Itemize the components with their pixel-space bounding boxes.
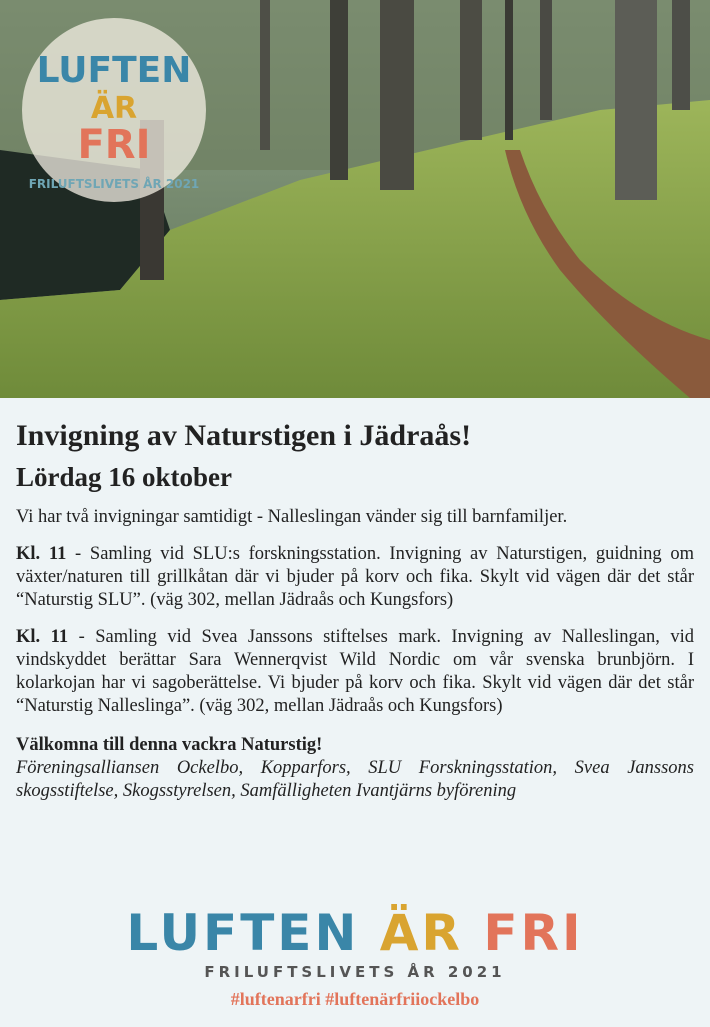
footer-subtitle: FRILUFTSLIVETS ÅR 2021 bbox=[204, 963, 506, 981]
footer bbox=[0, 905, 710, 1010]
welcome-text: Välkomna till denna vackra Naturstig! bbox=[16, 735, 323, 755]
session-slu bbox=[16, 543, 694, 612]
footer-logo-fri: FRI bbox=[483, 904, 584, 962]
footer-logo-luften: LUFTEN bbox=[126, 904, 360, 962]
session-time: Kl. 11 bbox=[16, 544, 67, 564]
session-text: - Samling vid Svea Janssons stiftelses mark. Invigning av Nalleslingan, vid vindskyddet berättar Sara Wennerqvist Wild Nordic om vår svenska brunbjörn. I kolarkojan har vi sagoberättelse. Vi bjuder på korv och fika. Skylt vid vägen där det står “Naturstig Nalleslinga”. (väg 302, mellan Jädraås och Kungsfors) bbox=[16, 627, 694, 716]
event-description bbox=[16, 410, 694, 803]
organizers-text: Föreningsalliansen Ockelbo, Kopparfors, SLU Forskningsstation, Svea Janssons skogsstiftelse, Skogsstyrelsen, Samfälligheten Ivantjärns byförening bbox=[16, 758, 694, 801]
logo-word-luften: LUFTEN bbox=[36, 50, 192, 91]
luften-ar-fri-logo bbox=[14, 10, 214, 210]
page-title: Invigning av Naturstigen i Jädraås! bbox=[16, 419, 472, 452]
logo-word-ar: ÄR bbox=[90, 91, 138, 126]
logo-word-fri: FRI bbox=[77, 122, 151, 168]
hashtags: #luftenarfri #luftenärfriiockelbo bbox=[230, 989, 480, 1009]
footer-logo-ar: ÄR bbox=[379, 904, 463, 962]
logo-ring-text: FRILUFTSLIVETS ÅR 2021 bbox=[28, 177, 200, 191]
intro-text: Vi har två invigningar samtidigt - Nalleslingan vänder sig till barnfamiljer. bbox=[16, 507, 568, 527]
session-nalleslingan bbox=[16, 626, 694, 718]
event-date: Lördag 16 oktober bbox=[16, 462, 232, 492]
session-time: Kl. 11 bbox=[16, 627, 69, 647]
session-text: - Samling vid SLU:s forskningsstation. Invigning av Naturstigen, guidning om växter/naturen till grillkåtan där vi bjuder på korv och fika. Skylt vid vägen där det står “Naturstig SLU”. (väg 302, mellan Jädraås och Kungsfors) bbox=[16, 544, 694, 610]
footer-logo bbox=[0, 905, 710, 961]
